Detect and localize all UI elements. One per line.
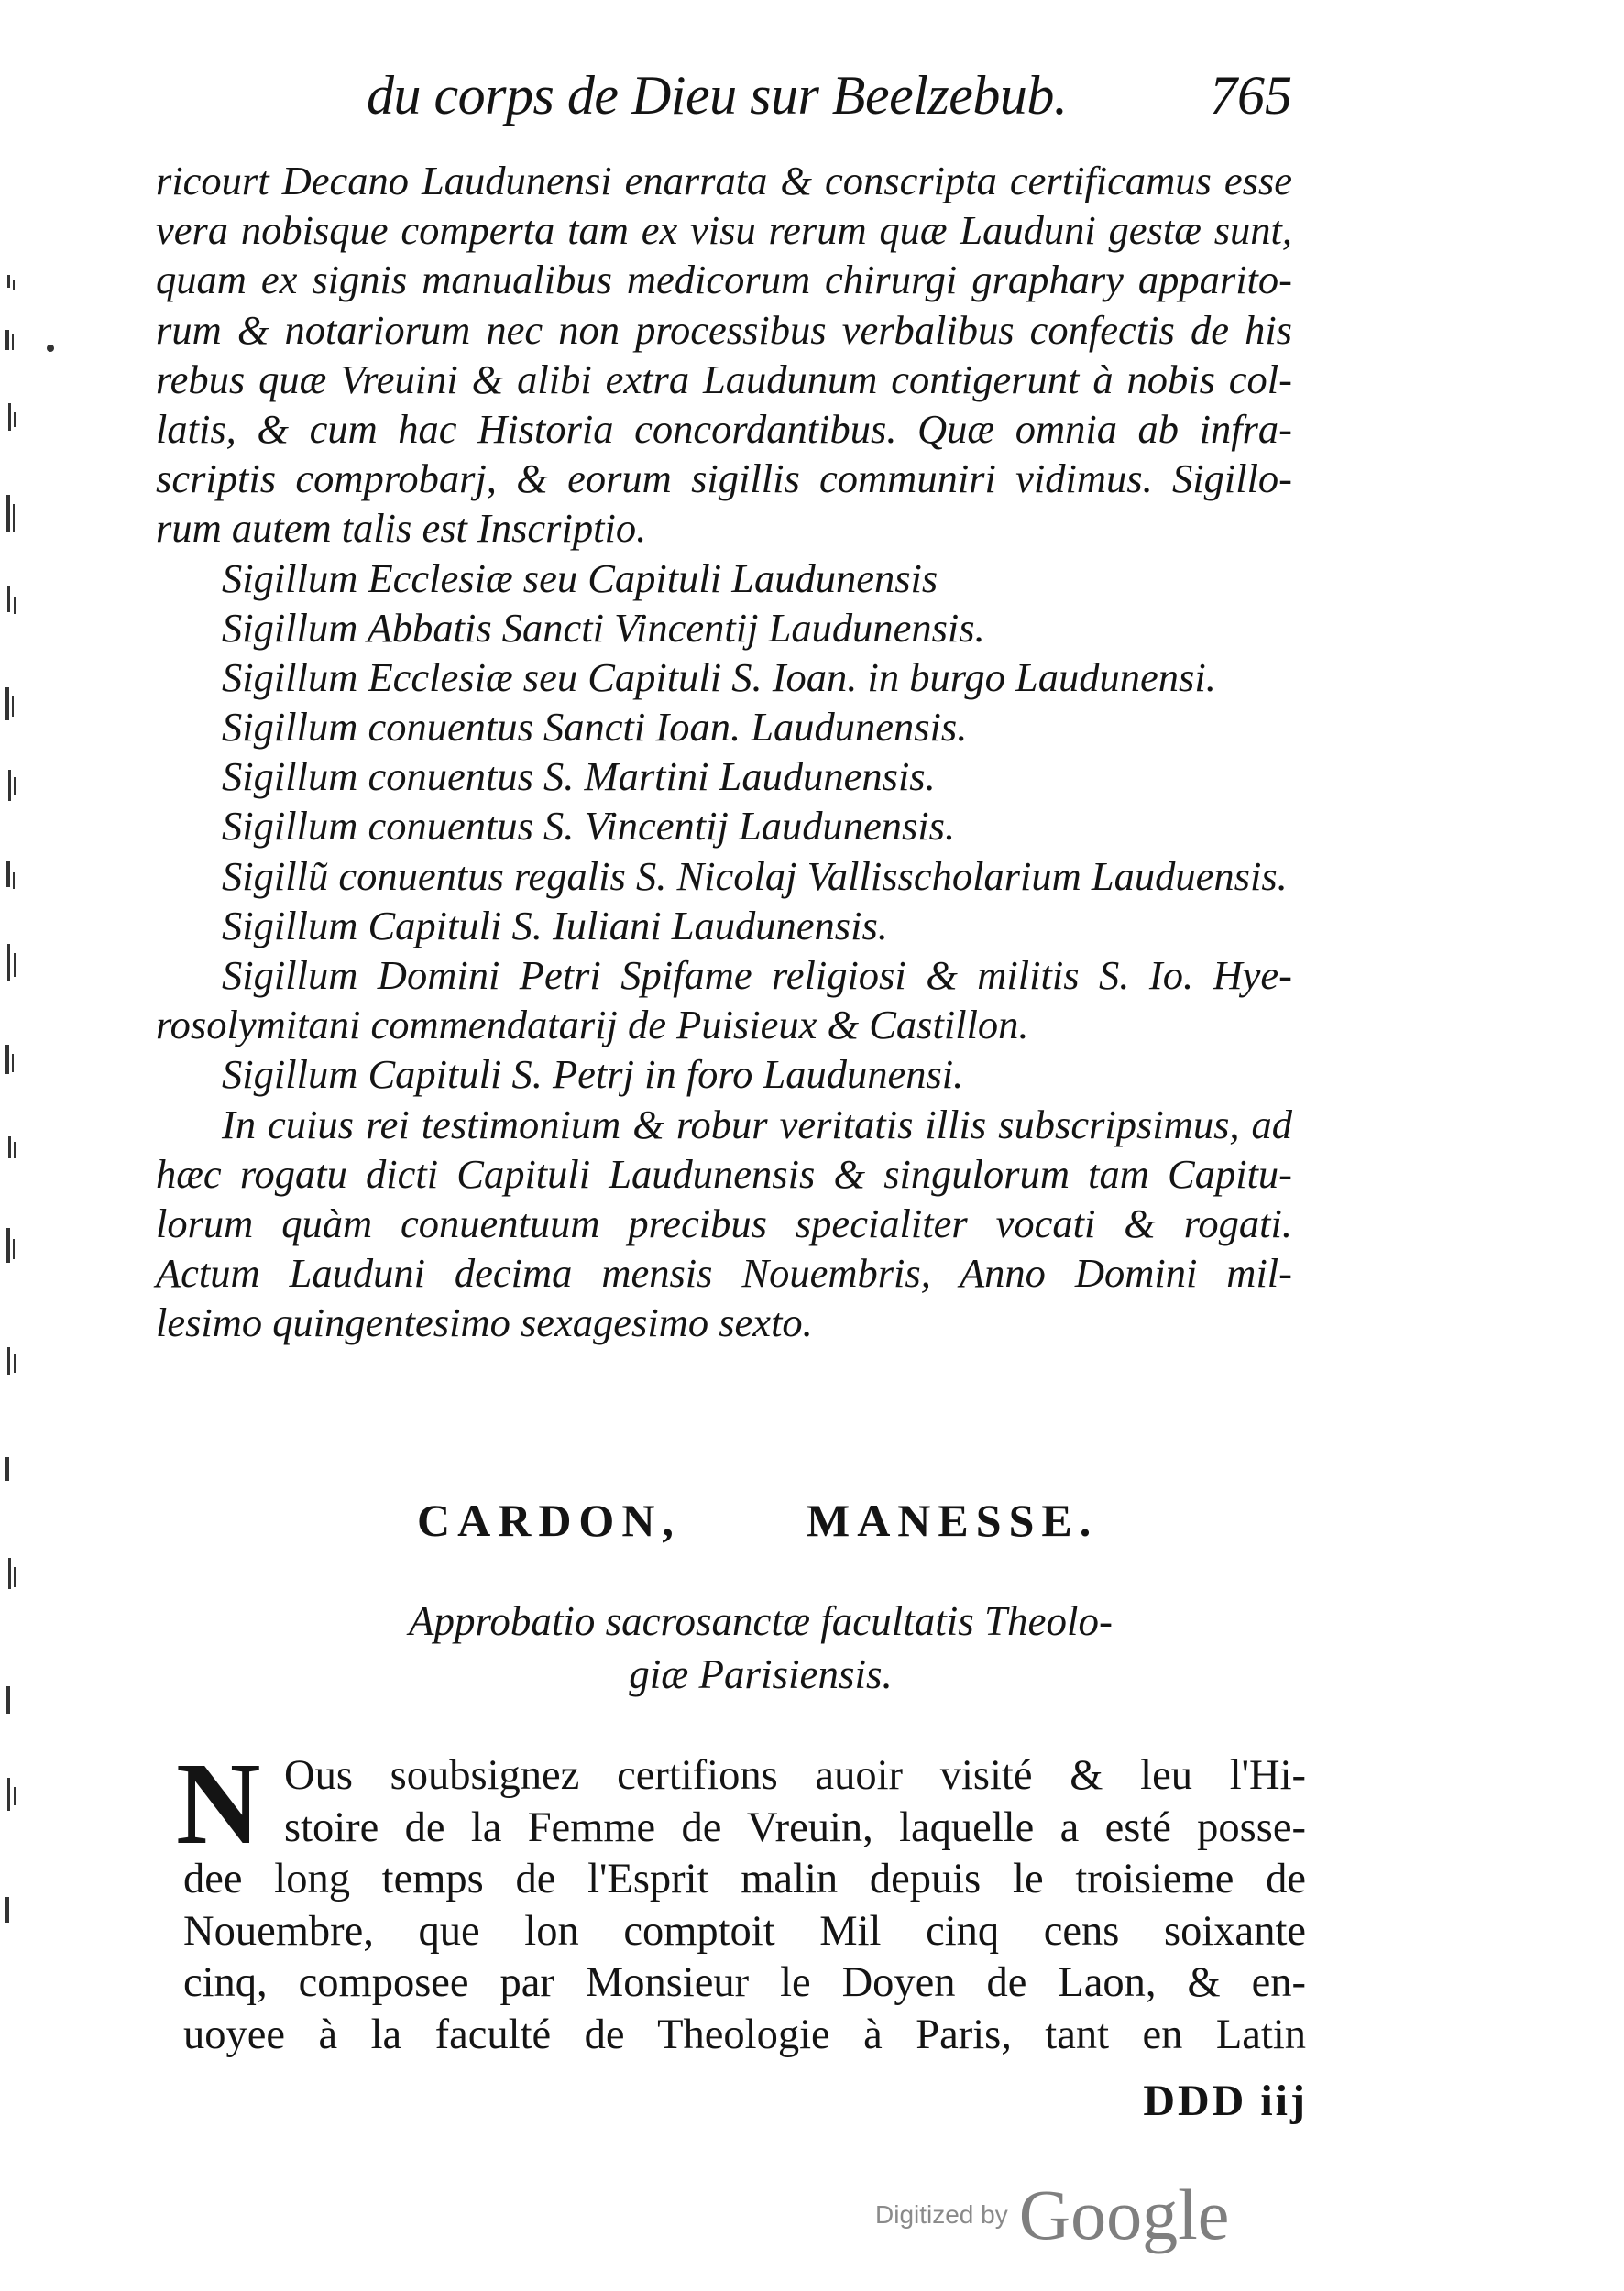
google-logo: Google <box>1018 2175 1230 2254</box>
seal-inscription: Sigillum Ecclesiæ seu Capituli Laudunensis <box>222 554 938 601</box>
signatory-manesse: MANESSE. <box>807 1495 1099 1546</box>
text-line: lesimo quingentesimo sexagesimo sexto. <box>156 1299 813 1346</box>
text-line: Actum Lauduni decima mensis Nouembris, Anno Domini mil- <box>156 1250 1292 1297</box>
page-number: 765 <box>1210 65 1292 126</box>
text-line: latis, & cum hac Historia concordantibus. Quæ omnia ab infra- <box>156 405 1292 452</box>
seal-inscription-continuation: rosolymitani commendatarij de Puisieux & Castillon. <box>156 1002 1029 1048</box>
text-line: hæc rogatu dicti Capituli Laudunensis & singulorum tam Capitu- <box>156 1150 1292 1197</box>
seal-inscription: Sigillum Abbatis Sancti Vincentij Laudunensis. <box>222 604 985 651</box>
heading-line: Approbatio sacrosanctæ facultatis Theolo- <box>409 1598 1113 1644</box>
text-line: cinq, composee par Monsieur le Doyen de Laon, & en- <box>183 1959 1306 2006</box>
text-line: scriptis comprobarj, & eorum sigillis communiri vidimus. Sigillo- <box>156 455 1292 502</box>
french-approbation <box>176 1738 1306 2061</box>
text-line: stoire de la Femme de Vreuin, laquelle a esté posse- <box>284 1803 1306 1851</box>
text-line: ricourt Decano Laudunensi enarrata & conscripta certificamus esse <box>156 158 1292 203</box>
seal-inscription: Sigillum conuentus Sancti Ioan. Laudunensis. <box>222 704 968 751</box>
seal-inscription: Sigillum conuentus S. Martini Laudunensis. <box>222 753 936 800</box>
text-line: quam ex signis manualibus medicorum chirurgi graphary apparito- <box>156 257 1292 303</box>
running-title: du corps de Dieu sur Beelzebub. <box>367 65 1068 126</box>
watermark-prefix: Digitized by <box>875 2200 1008 2229</box>
heading-line: giæ Parisiensis. <box>629 1651 893 1697</box>
text-line: lorum quàm conuentuum precibus specialiter vocati & rogati. <box>156 1200 1292 1246</box>
latin-certificate <box>156 156 1292 1348</box>
seal-inscription: Sigillum Ecclesiæ seu Capituli S. Ioan. in burgo Laudunensi. <box>222 653 1216 700</box>
seal-inscription: Sigillum Capituli S. Iuliani Laudunensis. <box>222 902 888 948</box>
seal-inscription: Sigillum Domini Petri Spifame religiosi & militis S. Io. Hye- <box>222 952 1292 998</box>
text-line: Ous soubsignez certifions auoir visité & leu l'Hi- <box>284 1752 1306 1799</box>
text-line: rum autem talis est Inscriptio. <box>156 505 647 552</box>
text-line: dee long temps de l'Esprit malin depuis le troisieme de <box>183 1856 1306 1902</box>
text-line: rum & notariorum nec non processibus verbalibus confectis de his <box>156 306 1292 353</box>
text-line: In cuius rei testimonium & robur veritatis illis subscripsimus, ad <box>222 1101 1292 1147</box>
running-header <box>367 64 1292 137</box>
margin-scan-artifacts <box>0 257 64 1998</box>
signature-mark: DDD iij <box>1143 2077 1308 2125</box>
signatory-cardon: CARDON, <box>417 1495 681 1546</box>
text-line: vera nobisque comperta tam ex visu rerum quæ Lauduni gestæ sunt, <box>156 207 1292 254</box>
seal-inscription: Sigillũ conuentus regalis S. Nicolaj Vallisscholarium Lauduensis. <box>222 852 1288 899</box>
text-line: rebus quæ Vreuini & alibi extra Laudunum contigerunt à nobis col- <box>156 356 1292 402</box>
text-line: uoyee à la faculté de Theologie à Paris, tant en Latin <box>183 2011 1306 2058</box>
signatories <box>0 1494 1624 1567</box>
approbation-heading <box>302 1595 1219 1701</box>
seal-inscription: Sigillum conuentus S. Vincentij Laudunensis. <box>222 803 956 850</box>
seal-inscription: Sigillum Capituli S. Petrj in foro Laudunensi. <box>222 1051 964 1098</box>
drop-cap: N <box>176 1738 261 1869</box>
digitized-watermark <box>875 2174 1229 2256</box>
text-line: Nouembre, que lon comptoit Mil cinq cens soixante <box>183 1907 1306 1955</box>
